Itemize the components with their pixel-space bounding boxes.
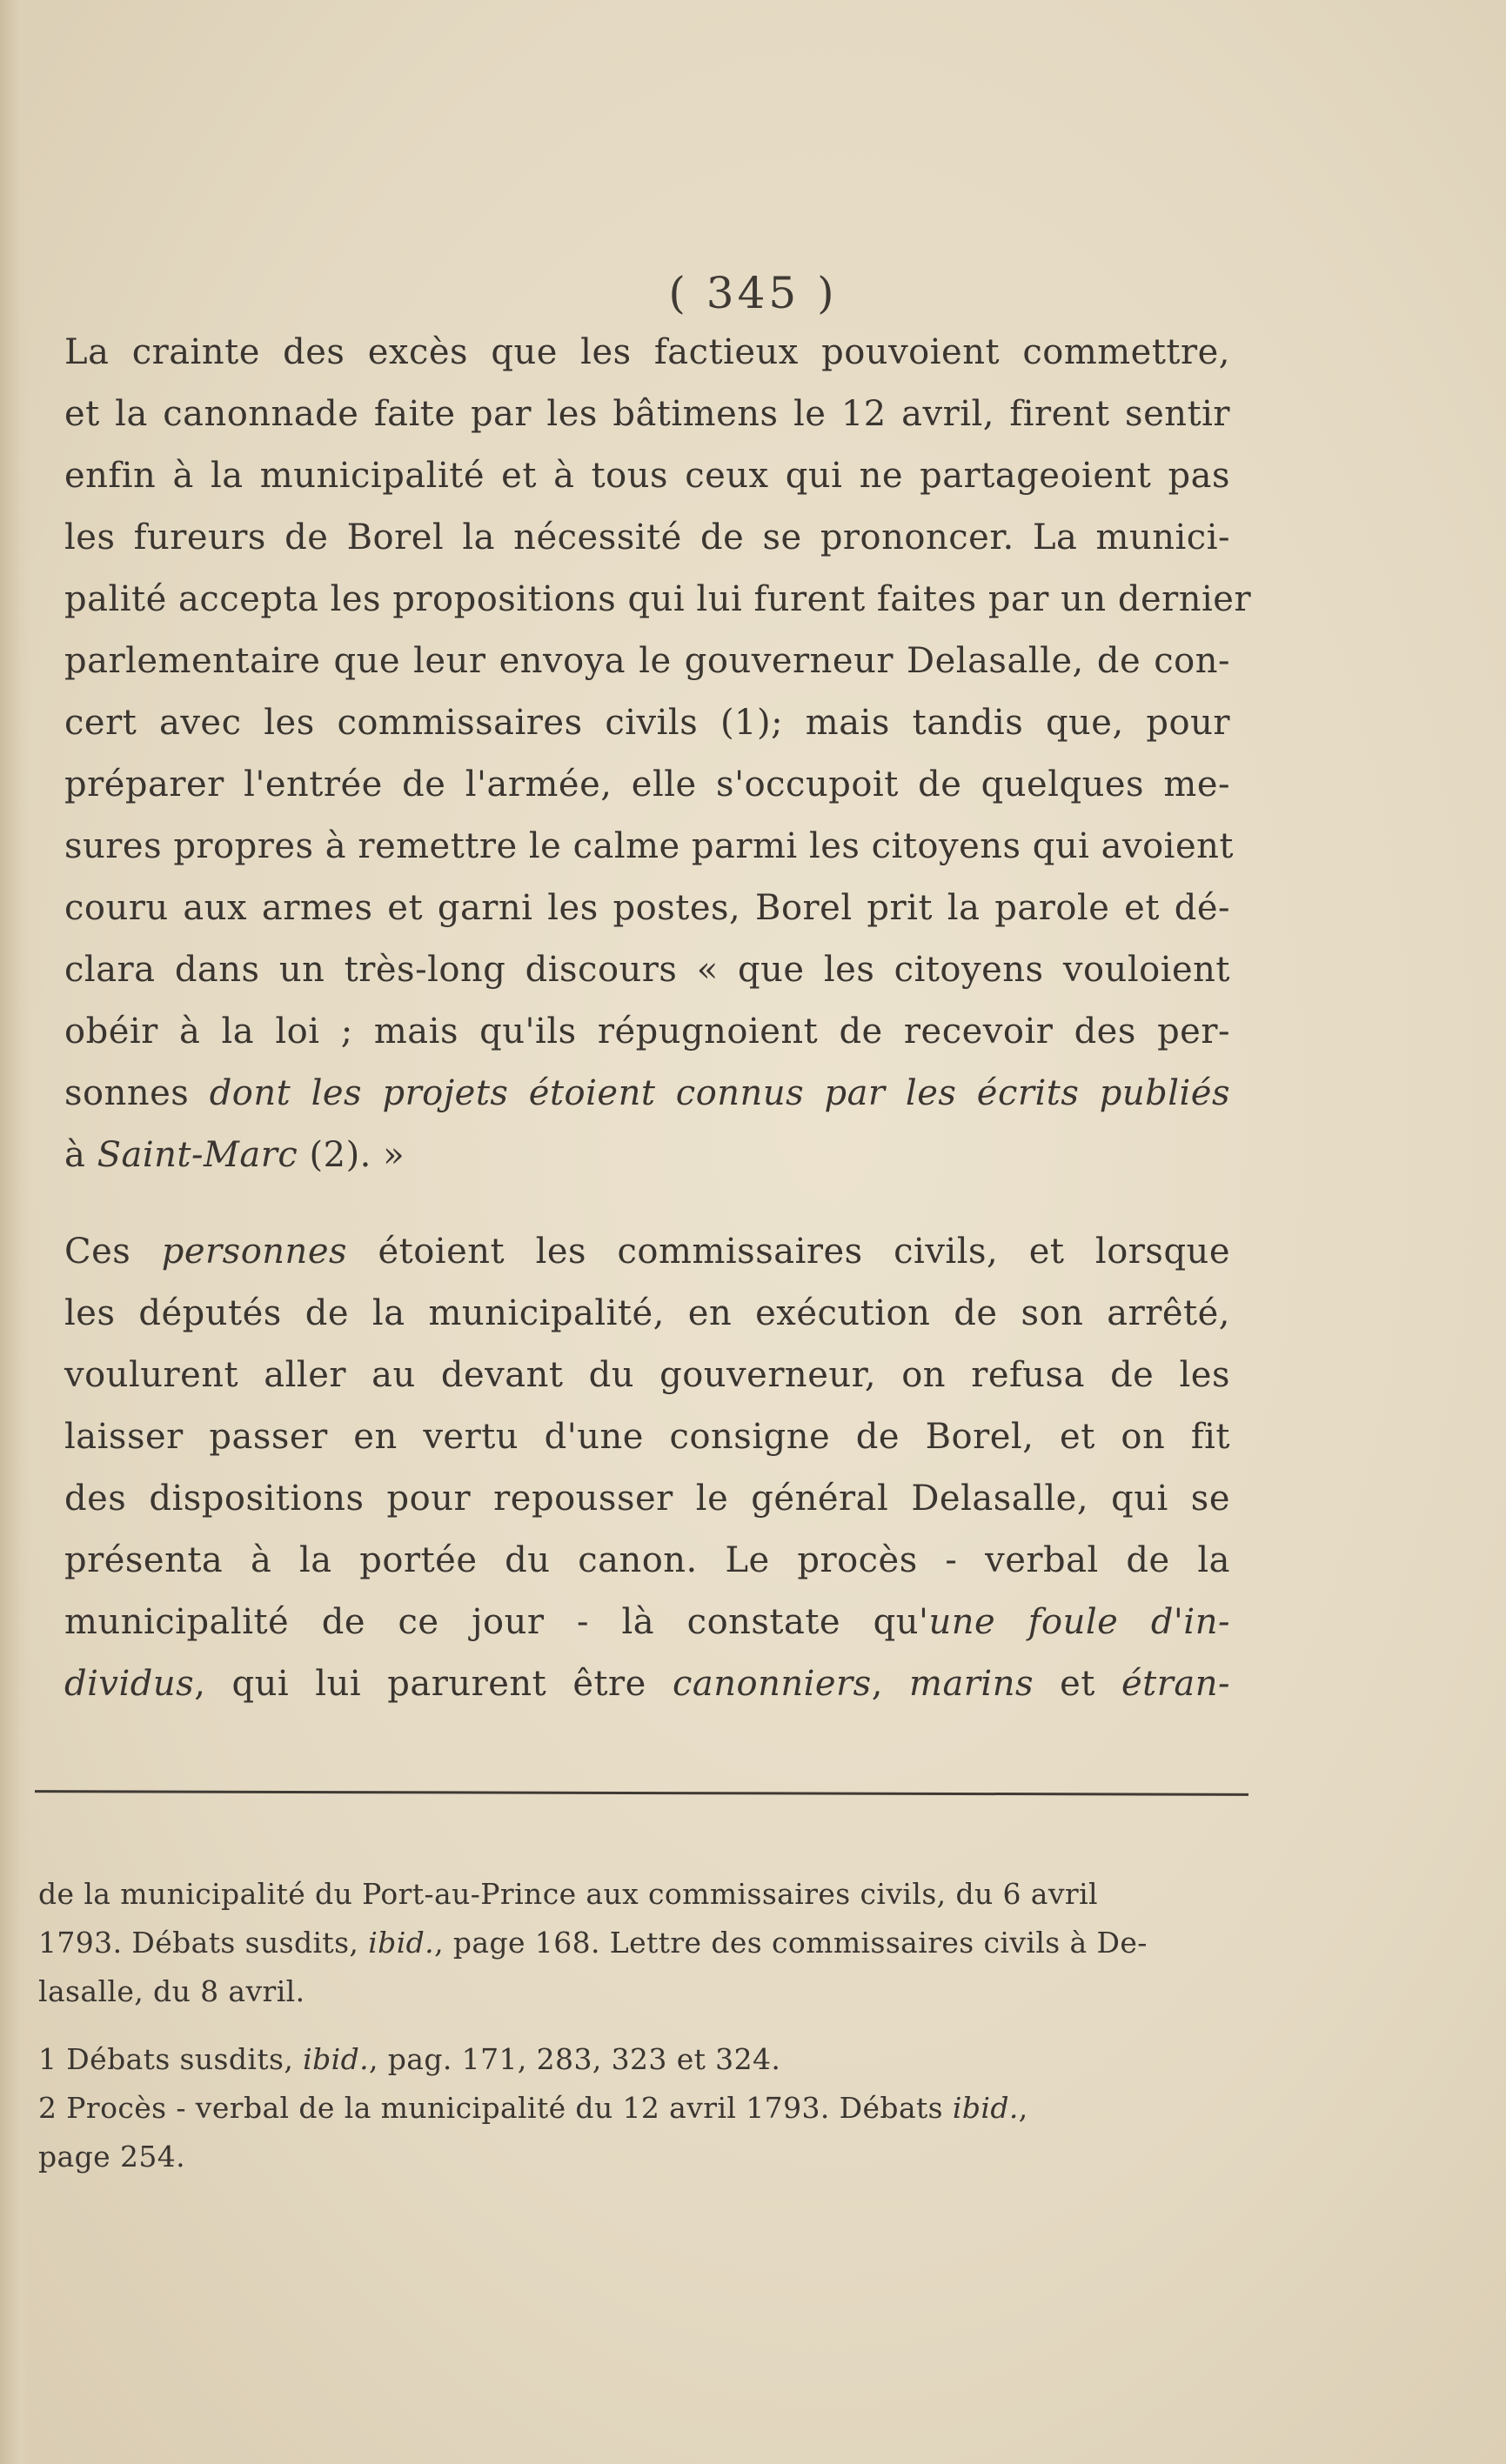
text-line: couru aux armes et garni les postes, Borel prit la parole et dé- bbox=[64, 888, 1230, 928]
text-line: et la canonnade faite par les bâtimens le 12 avril, firent sentir bbox=[64, 394, 1230, 434]
text-line: laisser passer en vertu d'une consigne de Borel, et on fit bbox=[64, 1417, 1230, 1457]
footnote-line: 2 Procès - verbal de la municipalité du 12 avril 1793. Débats ibid., bbox=[38, 2091, 1028, 2125]
text-line: palité accepta les propositions qui lui furent faites par un dernier bbox=[64, 579, 1252, 619]
text-line: cert avec les commissaires civils (1); mais tandis que, pour bbox=[64, 703, 1230, 743]
footnote-line: page 254. bbox=[38, 2140, 186, 2174]
text-line: enfin à la municipalité et à tous ceux qui ne partageoient pas bbox=[64, 456, 1230, 496]
footnote-line: 1793. Débats susdits, ibid., page 168. Lettre des commissaires civils à De- bbox=[38, 1926, 1148, 1960]
page-number: ( 345 ) bbox=[668, 268, 838, 318]
footnote-line: 1 Débats susdits, ibid., pag. 171, 283, 323 et 324. bbox=[38, 2042, 781, 2076]
paragraph-1 bbox=[64, 322, 1252, 1186]
text-line: présenta à la portée du canon. Le procès - verbal de la bbox=[64, 1540, 1230, 1580]
text-line: La crainte des excès que les factieux pouvoient commettre, bbox=[64, 332, 1230, 372]
footnotes bbox=[38, 1870, 1230, 2181]
text-line: sonnes dont les projets étoient connus par les écrits publiés bbox=[64, 1073, 1230, 1113]
text-line: préparer l'entrée de l'armée, elle s'occupoit de quelques me- bbox=[64, 765, 1230, 805]
text-line: les fureurs de Borel la nécessité de se prononcer. La munici- bbox=[64, 518, 1230, 558]
main-text bbox=[64, 322, 1252, 1715]
text-line: voulurent aller au devant du gouverneur, on refusa de les bbox=[64, 1355, 1230, 1395]
text-line: à Saint-Marc (2). » bbox=[64, 1135, 405, 1175]
paragraph-2 bbox=[64, 1221, 1230, 1715]
footnote-rule bbox=[35, 1790, 1248, 1796]
text-line: dividus, qui lui parurent être canonniers, marins et étran- bbox=[64, 1664, 1230, 1704]
text-line: les députés de la municipalité, en exécution de son arrêté, bbox=[64, 1293, 1230, 1333]
text-line: parlementaire que leur envoya le gouverneur Delasalle, de con- bbox=[64, 641, 1230, 681]
text-line: obéir à la loi ; mais qu'ils répugnoient de recevoir des per- bbox=[64, 1012, 1230, 1052]
footnote-2 bbox=[38, 2084, 1230, 2181]
footnote-line: lasalle, du 8 avril. bbox=[38, 1974, 305, 2008]
text-line: Ces personnes étoient les commissaires civils, et lorsque bbox=[64, 1232, 1230, 1272]
footnote-continued bbox=[38, 1870, 1230, 2016]
footnote-gap bbox=[38, 2016, 1230, 2035]
binding-shadow bbox=[0, 0, 30, 2464]
text-line: clara dans un très-long discours « que les citoyens vouloient bbox=[64, 950, 1230, 990]
text-line: municipalité de ce jour - là constate qu'une foule d'in- bbox=[64, 1602, 1230, 1642]
footnote-1 bbox=[38, 2035, 1230, 2084]
paragraph-gap bbox=[64, 1186, 1230, 1221]
footnote-line: de la municipalité du Port-au-Prince aux commissaires civils, du 6 avril bbox=[38, 1877, 1098, 1911]
text-line: sures propres à remettre le calme parmi les citoyens qui avoient bbox=[64, 826, 1234, 866]
text-line: des dispositions pour repousser le général Delasalle, qui se bbox=[64, 1479, 1230, 1519]
